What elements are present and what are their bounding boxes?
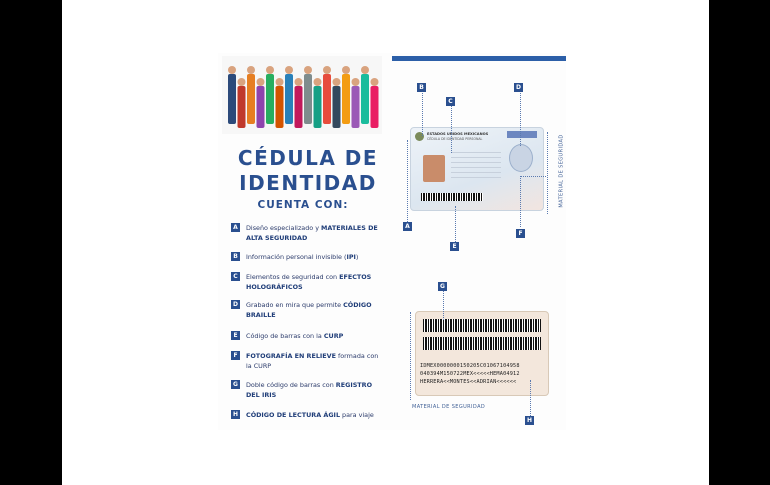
- iris-barcode-bottom: [423, 337, 541, 350]
- feature-badge: D: [231, 300, 240, 309]
- label-c: C: [446, 97, 455, 106]
- feature-badge: H: [232, 411, 239, 418]
- feature-text: Grabado en mira que permite CÓDIGO BRAILLE: [246, 301, 372, 319]
- feature-text: CÓDIGO DE LECTURA ÁGIL para viaje: [246, 411, 374, 419]
- mrz-line-3: HERRERA<<MONTES<<ADRIAN<<<<<<: [420, 379, 517, 385]
- feature-text: Doble código de barras con REGISTRO DEL IRIS: [246, 381, 373, 399]
- card-barcode: [421, 193, 483, 201]
- feature-text: Diseño especializado y MATERIALES DE ALTA SEGURIDAD: [246, 224, 378, 242]
- side-security-label: MATERIAL DE SEGURIDAD: [558, 134, 565, 208]
- label-h: H: [526, 417, 533, 424]
- header-bar: [392, 56, 566, 61]
- label-b: B: [417, 83, 426, 92]
- callout-line-back: [410, 312, 411, 400]
- callout-line-h: [530, 380, 531, 416]
- feature-badge: E: [231, 331, 240, 340]
- feature-text: Código de barras con la CURP: [246, 332, 344, 340]
- label-g: G: [438, 282, 447, 291]
- card-data-lines: [451, 148, 501, 178]
- mrz-line-1: IDMEX0000000150205C01067104958: [420, 363, 520, 369]
- feature-badge: B: [231, 252, 240, 261]
- callout-line-a: [407, 140, 408, 222]
- feature-badge: G: [231, 380, 240, 389]
- callout-line-g: [443, 290, 444, 320]
- bottom-security-label: MATERIAL DE SEGURIDAD: [412, 404, 486, 410]
- callout-line-f: [520, 176, 521, 227]
- feature-badge: A: [231, 223, 240, 232]
- label-e: E: [450, 242, 459, 251]
- card-subheader: CÉDULA DE IDENTIDAD PERSONAL: [427, 137, 483, 141]
- card-tag: [507, 131, 537, 138]
- mrz-line-2: 040394M150722MEX<<<<<HEMA04912: [420, 371, 520, 377]
- iris-barcode-top: [423, 319, 541, 332]
- feature-badge: C: [231, 272, 240, 281]
- card-photo: [423, 155, 445, 182]
- callout-line-f-h: [520, 176, 546, 177]
- card-header: ESTADOS UNIDOS MEXICANOS: [427, 132, 489, 136]
- feature-badge: F: [231, 351, 240, 360]
- label-f: F: [516, 229, 525, 238]
- id-card-front: [410, 127, 544, 211]
- callout-line-b: [422, 91, 423, 136]
- callout-line-e: [455, 206, 456, 242]
- label-d: D: [514, 83, 523, 92]
- callout-line-d: [520, 91, 521, 146]
- label-a: A: [403, 222, 412, 231]
- hologram-icon: [509, 144, 533, 172]
- title-line-1: CÉDULA DE: [237, 146, 379, 170]
- callout-line-c: [451, 105, 452, 153]
- title-line-2: IDENTIDAD: [239, 171, 377, 195]
- feature-text: Elementos de seguridad con EFECTOS HOLOGRÁFICOS: [246, 273, 372, 291]
- callout-line-side: [547, 132, 548, 214]
- feature-text: Información personal invisible (IPI): [246, 253, 359, 261]
- feature-text: FOTOGRAFÍA EN RELIEVE formada con la CURP: [246, 352, 379, 370]
- subtitle: CUENTA CON:: [257, 199, 349, 211]
- people-photo: [222, 56, 382, 134]
